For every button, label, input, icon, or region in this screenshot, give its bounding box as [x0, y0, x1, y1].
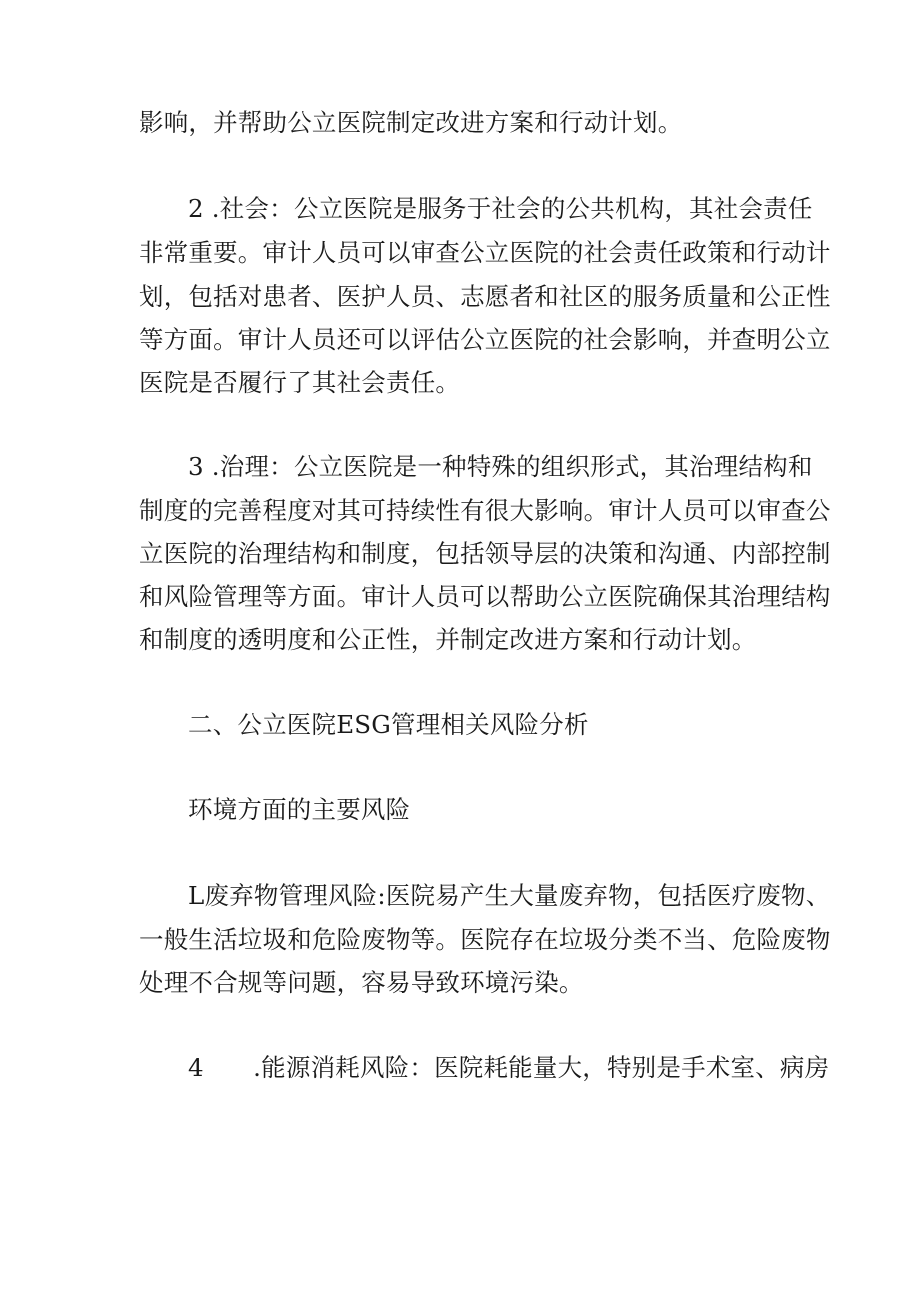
paragraph-line: 等方面。审计人员还可以评估公立医院的社会影响，并查明公立 [139, 325, 831, 354]
paragraph-line: 处理不合规等问题，容易导致环境污染。 [139, 968, 584, 997]
paragraph-line: 和风险管理等方面。审计人员可以帮助公立医院确保其治理结构 [139, 582, 831, 611]
paragraph-energy-line: 4 .能源消耗风险：医院耗能量大，特别是手术室、病房 [188, 1053, 830, 1082]
subsection-heading: 环境方面的主要风险 [188, 795, 411, 824]
paragraph-line: 立医院的治理结构和制度，包括领导层的决策和沟通、内部控制 [139, 539, 831, 568]
section-heading: 二、公立医院ESG管理相关风险分析 [188, 710, 589, 739]
paragraph-line: 制度的完善程度对其可持续性有很大影响。审计人员可以审查公 [139, 496, 831, 525]
paragraph-governance-line: 3 .治理：公立医院是一种特殊的组织形式，其治理结构和 [188, 452, 813, 481]
paragraph-line: 划，包括对患者、医护人员、志愿者和社区的服务质量和公正性 [139, 282, 831, 311]
paragraph-line: 和制度的透明度和公正性，并制定改进方案和行动计划。 [139, 625, 757, 654]
paragraph-social-line: 2 .社会：公立医院是服务于社会的公共机构，其社会责任 [188, 194, 813, 223]
paragraph-line: 影响，并帮助公立医院制定改进方案和行动计划。 [139, 108, 683, 137]
paragraph-waste-line: L废弃物管理风险:医院易产生大量废弃物，包括医疗废物、 [188, 881, 831, 910]
paragraph-line: 一般生活垃圾和危险废物等。医院存在垃圾分类不当、危险废物 [139, 925, 831, 954]
paragraph-line: 医院是否履行了其社会责任。 [139, 368, 461, 397]
paragraph-line: 非常重要。审计人员可以审查公立医院的社会责任政策和行动计 [139, 238, 831, 267]
